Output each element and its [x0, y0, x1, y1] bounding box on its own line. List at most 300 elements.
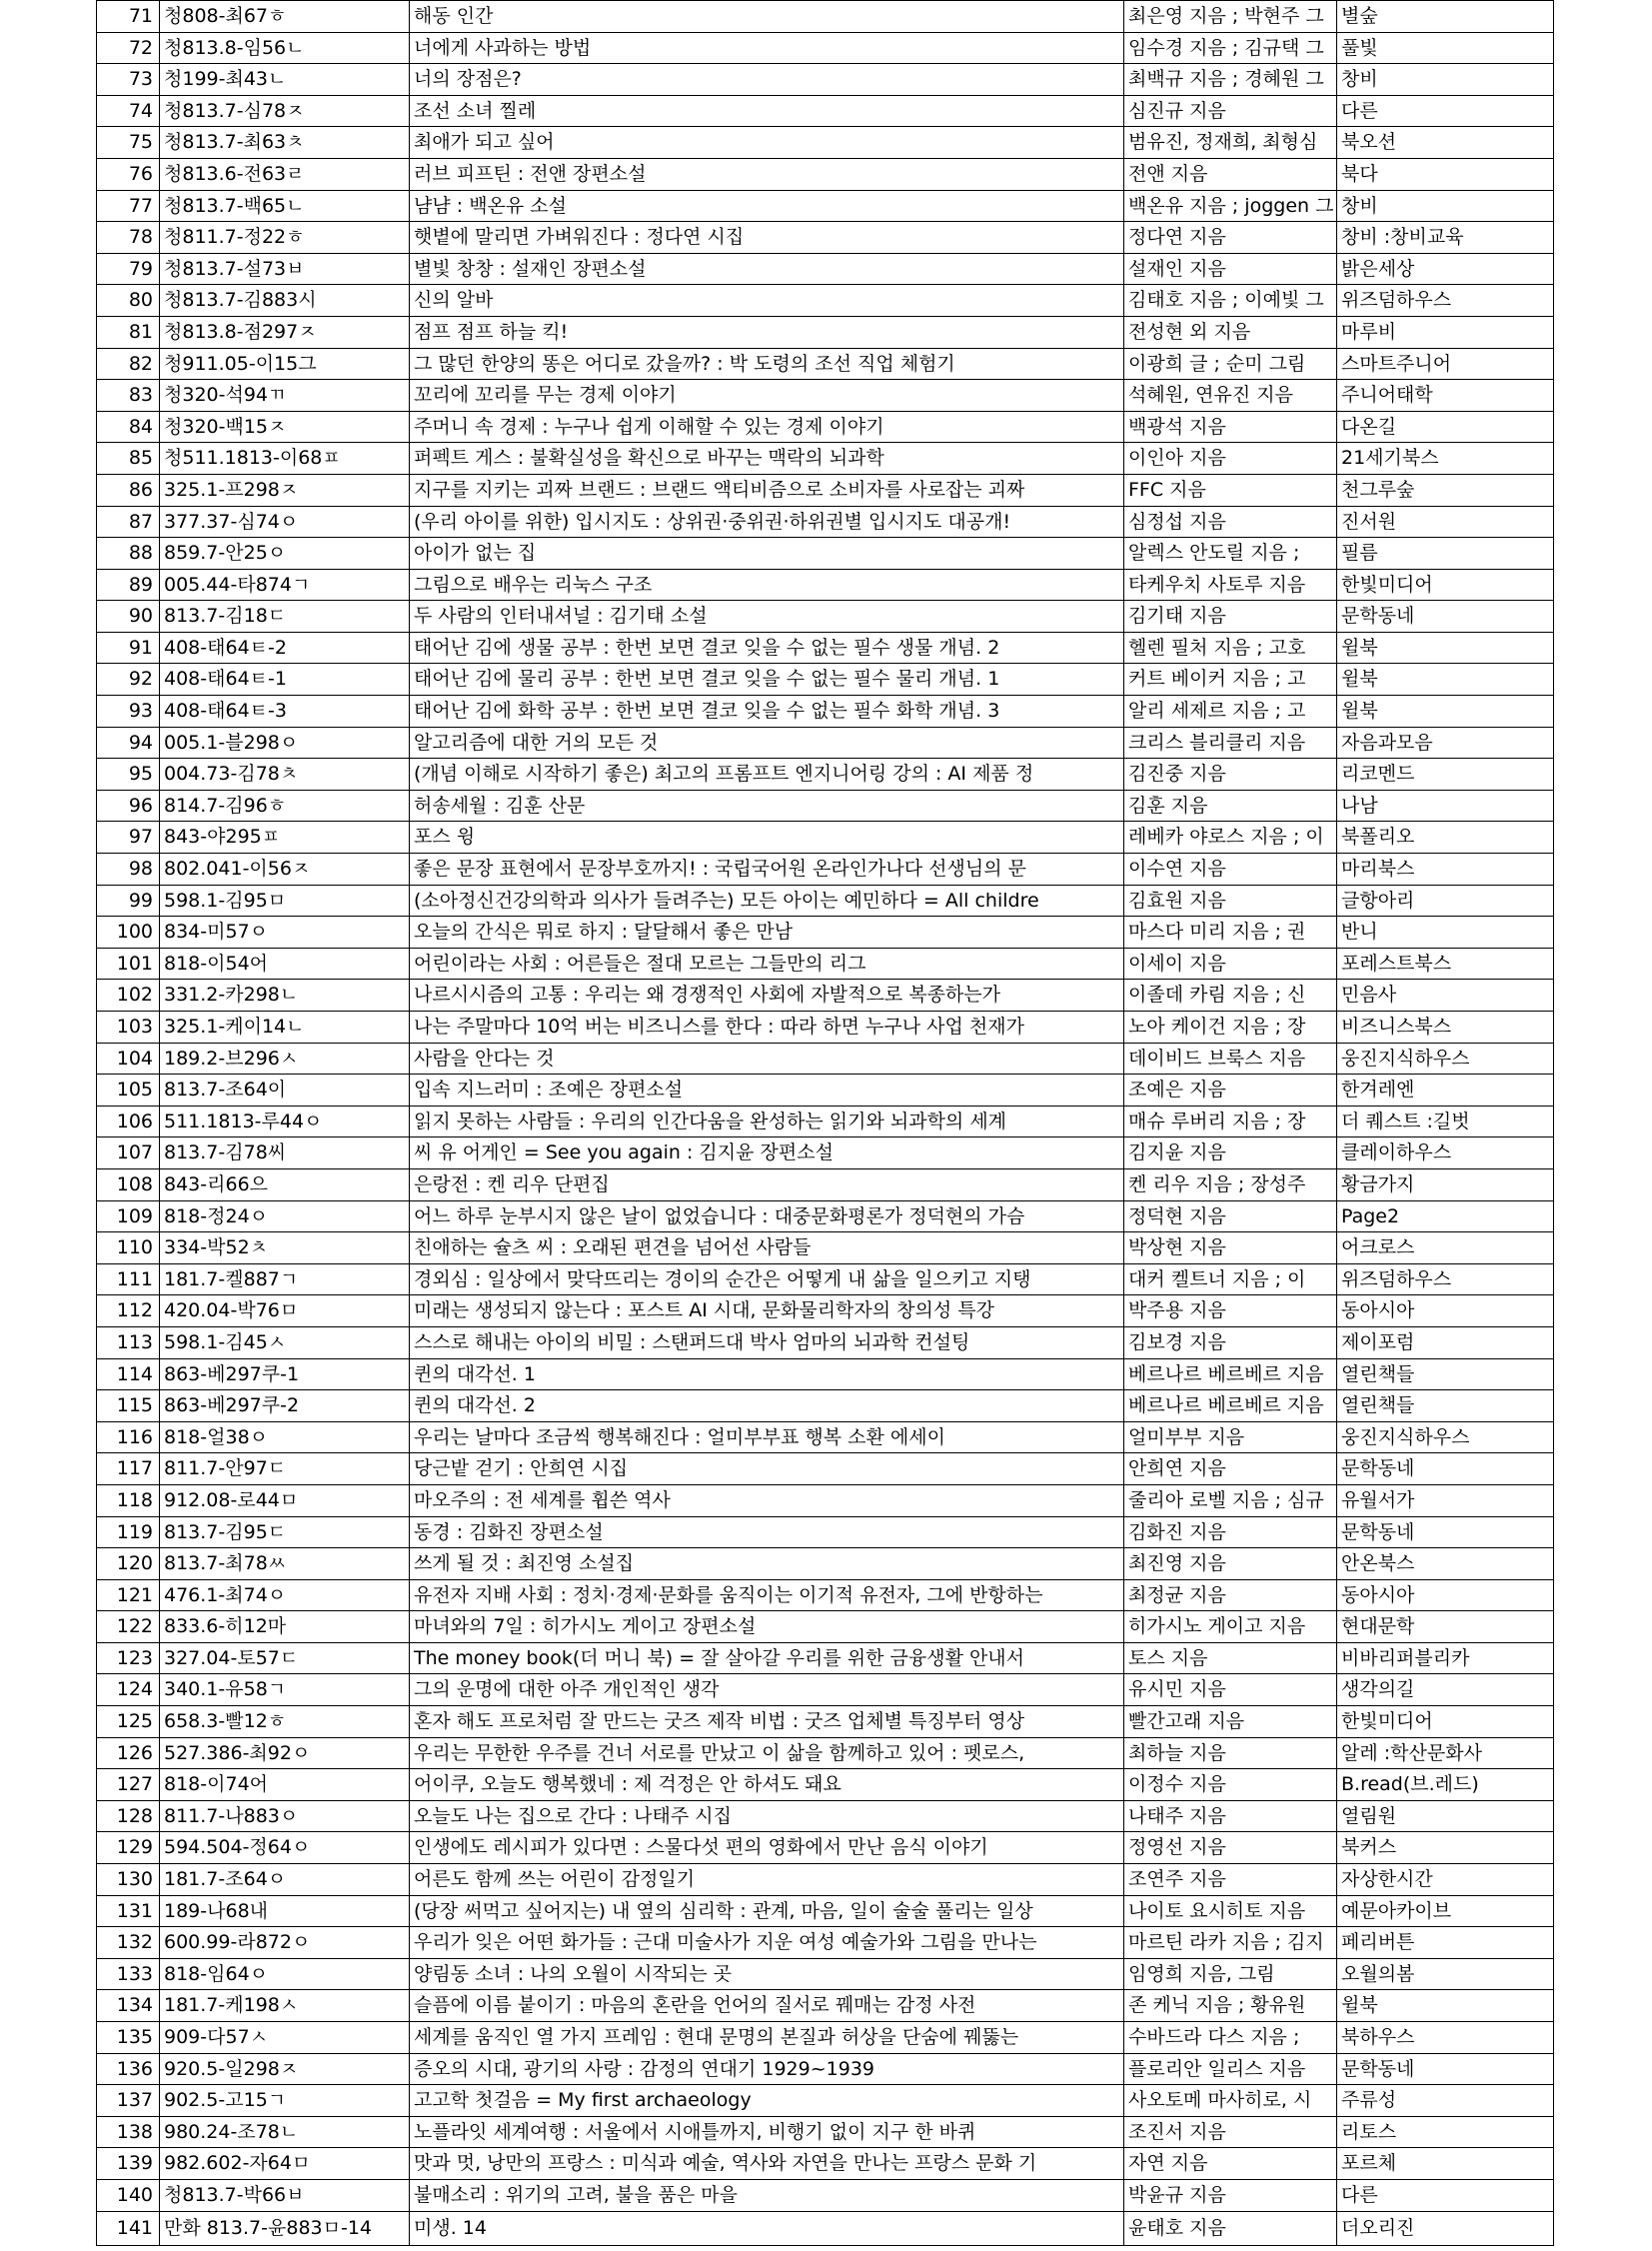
call-number-cell: 811.7-안97ㄷ [160, 1453, 410, 1485]
author-cell: 나태주 지음 [1124, 1800, 1337, 1832]
author-cell: 줄리아 로벨 지음 ; 심규 [1124, 1484, 1337, 1516]
row-number-cell: 84 [97, 411, 160, 443]
call-number-cell: 811.7-나883ㅇ [160, 1800, 410, 1832]
author-cell: 수바드라 다스 지음 ; [1124, 2022, 1337, 2054]
row-number-cell: 140 [97, 2179, 160, 2211]
table-row [97, 822, 1554, 854]
book-title-cell: 세계를 움직인 열 가지 프레임 : 현대 문명의 본질과 허상을 단숨에 꿰뚫는 [410, 2022, 1124, 2054]
book-title-cell: 주머니 속 경제 : 누구나 쉽게 이해할 수 있는 경제 이야기 [410, 411, 1124, 443]
row-number-cell: 128 [97, 1800, 160, 1832]
author-cell: 존 케닉 지음 ; 황유원 [1124, 1990, 1337, 2022]
table-row [97, 1106, 1554, 1137]
table-row [97, 1737, 1554, 1769]
book-title-cell: 미생. 14 [410, 2211, 1124, 2245]
author-cell: 박주용 지음 [1124, 1295, 1337, 1327]
call-number-cell: 327.04-토57ㄷ [160, 1642, 410, 1674]
publisher-cell: 동아시아 [1337, 1579, 1554, 1611]
row-number-cell: 95 [97, 759, 160, 791]
book-title-cell: 양림동 소녀 : 나의 오월이 시작되는 곳 [410, 1958, 1124, 1990]
book-title-cell: 경외심 : 일상에서 맞닥뜨리는 경이의 순간은 어떻게 내 삶을 일으키고 지탱 [410, 1263, 1124, 1295]
book-title-cell: (개념 이해로 시작하기 좋은) 최고의 프롬프트 엔지니어링 강의 : AI 제품 정 [410, 759, 1124, 791]
call-number-cell: 청813.7-김883시 [160, 285, 410, 317]
call-number-cell: 818-정24ㅇ [160, 1200, 410, 1232]
publisher-cell: 윌북 [1337, 632, 1554, 664]
call-number-cell: 818-이54어 [160, 948, 410, 980]
table-row [97, 316, 1554, 348]
call-number-cell: 189.2-브296ㅅ [160, 1043, 410, 1075]
call-number-cell: 청813.8-점297ㅈ [160, 316, 410, 348]
row-number-cell: 133 [97, 1958, 160, 1990]
author-cell: 데이비드 브룩스 지음 [1124, 1043, 1337, 1075]
row-number-cell: 91 [97, 632, 160, 664]
publisher-cell: 오월의봄 [1337, 1958, 1554, 1990]
publisher-cell: 21세기북스 [1337, 443, 1554, 475]
publisher-cell: 한겨레엔 [1337, 1075, 1554, 1107]
author-cell: 마르틴 라카 지음 ; 김지 [1124, 1927, 1337, 1959]
row-number-cell: 87 [97, 506, 160, 538]
row-number-cell: 114 [97, 1358, 160, 1390]
table-row [97, 569, 1554, 601]
book-title-cell: 퀸의 대각선. 1 [410, 1358, 1124, 1390]
book-title-cell: 포스 윙 [410, 822, 1124, 854]
table-row [97, 1769, 1554, 1801]
table-row [97, 1232, 1554, 1264]
row-number-cell: 115 [97, 1390, 160, 1422]
call-number-cell: 476.1-최74ㅇ [160, 1579, 410, 1611]
book-title-cell: 오늘도 나는 집으로 간다 : 나태주 시집 [410, 1800, 1124, 1832]
book-title-cell: 어른도 함께 쓰는 어린이 감정일기 [410, 1864, 1124, 1896]
publisher-cell: 창비 [1337, 190, 1554, 222]
row-number-cell: 71 [97, 1, 160, 33]
table-row [97, 95, 1554, 127]
book-title-cell: 알고리즘에 대한 거의 모든 것 [410, 727, 1124, 759]
row-number-cell: 124 [97, 1674, 160, 1706]
call-number-cell: 814.7-김96ㅎ [160, 790, 410, 822]
author-cell: 김태호 지음 ; 이예빛 그 [1124, 285, 1337, 317]
publisher-cell: 북폴리오 [1337, 822, 1554, 854]
author-cell: 크리스 블리클리 지음 [1124, 727, 1337, 759]
author-cell: 조예은 지음 [1124, 1075, 1337, 1107]
table-row [97, 885, 1554, 917]
table-row [97, 222, 1554, 254]
row-number-cell: 116 [97, 1421, 160, 1453]
author-cell: 전성현 외 지음 [1124, 316, 1337, 348]
book-title-cell: 어느 하루 눈부시지 않은 날이 없었습니다 : 대중문화평론가 정덕현의 가슴 [410, 1200, 1124, 1232]
call-number-cell: 408-태64ㅌ-2 [160, 632, 410, 664]
table-row [97, 2148, 1554, 2180]
call-number-cell: 만화 813.7-윤883ㅁ-14 [160, 2211, 410, 2245]
table-row [97, 1927, 1554, 1959]
row-number-cell: 132 [97, 1927, 160, 1959]
author-cell: 빨간고래 지음 [1124, 1706, 1337, 1738]
book-title-cell: 나르시시즘의 고통 : 우리는 왜 경쟁적인 사회에 자발적으로 복종하는가 [410, 980, 1124, 1012]
book-title-cell: 사람을 안다는 것 [410, 1043, 1124, 1075]
book-title-cell: 어린이라는 사회 : 어른들은 절대 모르는 그들만의 리그 [410, 948, 1124, 980]
publisher-cell: 클레이하우스 [1337, 1137, 1554, 1169]
book-title-cell: 최애가 되고 싶어 [410, 127, 1124, 159]
author-cell: 커트 베이커 지음 ; 고 [1124, 664, 1337, 696]
author-cell: 유시민 지음 [1124, 1674, 1337, 1706]
book-title-cell: 그의 운명에 대한 아주 개인적인 생각 [410, 1674, 1124, 1706]
publisher-cell: 위즈덤하우스 [1337, 1263, 1554, 1295]
publisher-cell: 창비 :창비교육 [1337, 222, 1554, 254]
call-number-cell: 813.7-최78ㅆ [160, 1548, 410, 1580]
table-row [97, 1453, 1554, 1485]
row-number-cell: 130 [97, 1864, 160, 1896]
table-row [97, 1642, 1554, 1674]
call-number-cell: 325.1-프298ㅈ [160, 474, 410, 506]
row-number-cell: 113 [97, 1326, 160, 1358]
table-row [97, 1800, 1554, 1832]
row-number-cell: 81 [97, 316, 160, 348]
publisher-cell: 열린책들 [1337, 1390, 1554, 1422]
table-row [97, 1706, 1554, 1738]
row-number-cell: 139 [97, 2148, 160, 2180]
publisher-cell: 예문아카이브 [1337, 1895, 1554, 1927]
author-cell: 설재인 지음 [1124, 253, 1337, 285]
row-number-cell: 78 [97, 222, 160, 254]
table-row [97, 664, 1554, 696]
publisher-cell: 별숲 [1337, 1, 1554, 33]
table-row [97, 64, 1554, 96]
row-number-cell: 138 [97, 2116, 160, 2148]
table-row [97, 790, 1554, 822]
author-cell: 플로리안 일리스 지음 [1124, 2053, 1337, 2085]
book-title-cell: 해동 인간 [410, 1, 1124, 33]
author-cell: 이졸데 카림 지음 ; 신 [1124, 980, 1337, 1012]
table-row [97, 1958, 1554, 1990]
author-cell: 최은영 지음 ; 박현주 그 [1124, 1, 1337, 33]
publisher-cell: 리코멘드 [1337, 759, 1554, 791]
book-title-cell: 햇볕에 말리면 가벼워진다 : 정다연 시집 [410, 222, 1124, 254]
author-cell: 김훈 지음 [1124, 790, 1337, 822]
table-row [97, 1864, 1554, 1896]
publisher-cell: 창비 [1337, 64, 1554, 96]
author-cell: 백온유 지음 ; joggen 그 [1124, 190, 1337, 222]
author-cell: 매슈 루버리 지음 ; 장 [1124, 1106, 1337, 1137]
author-cell: 정영선 지음 [1124, 1832, 1337, 1864]
row-number-cell: 120 [97, 1548, 160, 1580]
author-cell: 정덕현 지음 [1124, 1200, 1337, 1232]
row-number-cell: 100 [97, 917, 160, 949]
author-cell: 김기태 지음 [1124, 601, 1337, 633]
call-number-cell: 912.08-로44ㅁ [160, 1484, 410, 1516]
table-row [97, 1, 1554, 33]
row-number-cell: 112 [97, 1295, 160, 1327]
publisher-cell: 풀빛 [1337, 32, 1554, 64]
call-number-cell: 331.2-카298ㄴ [160, 980, 410, 1012]
table-row [97, 2179, 1554, 2211]
row-number-cell: 93 [97, 696, 160, 728]
table-row [97, 1579, 1554, 1611]
author-cell: 자연 지음 [1124, 2148, 1337, 2180]
publisher-cell: 다른 [1337, 2179, 1554, 2211]
row-number-cell: 92 [97, 664, 160, 696]
author-cell: 박상현 지음 [1124, 1232, 1337, 1264]
publisher-cell: 비즈니스북스 [1337, 1012, 1554, 1044]
call-number-cell: 511.1813-루44ㅇ [160, 1106, 410, 1137]
call-number-cell: 325.1-케이14ㄴ [160, 1012, 410, 1044]
row-number-cell: 101 [97, 948, 160, 980]
row-number-cell: 72 [97, 32, 160, 64]
publisher-cell: 다른 [1337, 95, 1554, 127]
call-number-cell: 408-태64ㅌ-1 [160, 664, 410, 696]
table-row [97, 727, 1554, 759]
author-cell: 히가시노 게이고 지음 [1124, 1611, 1337, 1643]
call-number-cell: 189-나68내 [160, 1895, 410, 1927]
call-number-cell: 청813.7-심78ㅈ [160, 95, 410, 127]
book-title-cell: (당장 써먹고 싶어지는) 내 옆의 심리학 : 관계, 마음, 일이 술술 풀리는 일상 [410, 1895, 1124, 1927]
call-number-cell: 181.7-켈887ㄱ [160, 1263, 410, 1295]
call-number-cell: 859.7-안25ㅇ [160, 538, 410, 570]
author-cell: 전앤 지음 [1124, 158, 1337, 190]
row-number-cell: 90 [97, 601, 160, 633]
publisher-cell: 윌북 [1337, 1990, 1554, 2022]
row-number-cell: 102 [97, 980, 160, 1012]
book-title-cell: 나는 주말마다 10억 버는 비즈니스를 한다 : 따라 하면 누구나 사업 천재가 [410, 1012, 1124, 1044]
row-number-cell: 85 [97, 443, 160, 475]
row-number-cell: 77 [97, 190, 160, 222]
book-title-cell: 쓰게 될 것 : 최진영 소설집 [410, 1548, 1124, 1580]
table-row [97, 2053, 1554, 2085]
book-title-cell: 그림으로 배우는 리눅스 구조 [410, 569, 1124, 601]
publisher-cell: Page2 [1337, 1200, 1554, 1232]
table-row [97, 1990, 1554, 2022]
publisher-cell: 문학동네 [1337, 601, 1554, 633]
author-cell: 이세이 지음 [1124, 948, 1337, 980]
author-cell: 알렉스 안도릴 지음 ; [1124, 538, 1337, 570]
row-number-cell: 82 [97, 348, 160, 380]
table-row [97, 380, 1554, 412]
table-row [97, 32, 1554, 64]
publisher-cell: 알레 :학산문화사 [1337, 1737, 1554, 1769]
call-number-cell: 843-야295ㅍ [160, 822, 410, 854]
row-number-cell: 96 [97, 790, 160, 822]
publisher-cell: 웅진지식하우스 [1337, 1043, 1554, 1075]
publisher-cell: 주류성 [1337, 2085, 1554, 2117]
call-number-cell: 청813.8-임56ㄴ [160, 32, 410, 64]
publisher-cell: 북커스 [1337, 1832, 1554, 1864]
table-row [97, 2211, 1554, 2245]
author-cell: 윤태호 지음 [1124, 2211, 1337, 2245]
publisher-cell: 포르체 [1337, 2148, 1554, 2180]
book-title-cell: 입속 지느러미 : 조예은 장편소설 [410, 1075, 1124, 1107]
call-number-cell: 833.6-히12마 [160, 1611, 410, 1643]
author-cell: 심정섭 지음 [1124, 506, 1337, 538]
publisher-cell: 마루비 [1337, 316, 1554, 348]
table-row [97, 1674, 1554, 1706]
row-number-cell: 79 [97, 253, 160, 285]
book-title-cell: 맛과 멋, 낭만의 프랑스 : 미식과 예술, 역사와 자연을 만나는 프랑스 문화 기 [410, 2148, 1124, 2180]
row-number-cell: 80 [97, 285, 160, 317]
row-number-cell: 75 [97, 127, 160, 159]
author-cell: 베르나르 베르베르 지음 [1124, 1358, 1337, 1390]
call-number-cell: 청813.7-설73ㅂ [160, 253, 410, 285]
author-cell: 켄 리우 지음 ; 장성주 [1124, 1168, 1337, 1200]
publisher-cell: 마리북스 [1337, 854, 1554, 886]
call-number-cell: 청813.7-박66ㅂ [160, 2179, 410, 2211]
book-title-cell: 별빛 창창 : 설재인 장편소설 [410, 253, 1124, 285]
publisher-cell: 북하우스 [1337, 2022, 1554, 2054]
table-row [97, 1421, 1554, 1453]
row-number-cell: 136 [97, 2053, 160, 2085]
table-row [97, 1200, 1554, 1232]
author-cell: FFC 지음 [1124, 474, 1337, 506]
call-number-cell: 902.5-고15ㄱ [160, 2085, 410, 2117]
call-number-cell: 818-얼38ㅇ [160, 1421, 410, 1453]
table-row [97, 854, 1554, 886]
book-title-cell: 마오주의 : 전 세계를 휩쓴 역사 [410, 1484, 1124, 1516]
row-number-cell: 107 [97, 1137, 160, 1169]
book-title-cell: 혼자 해도 프로처럼 잘 만드는 굿즈 제작 비법 : 굿즈 업체별 특징부터 영상 [410, 1706, 1124, 1738]
author-cell: 이정수 지음 [1124, 1769, 1337, 1801]
row-number-cell: 135 [97, 2022, 160, 2054]
row-number-cell: 97 [97, 822, 160, 854]
row-number-cell: 108 [97, 1168, 160, 1200]
table-row [97, 1043, 1554, 1075]
book-title-cell: 너에게 사과하는 방법 [410, 32, 1124, 64]
author-cell: 석혜원, 연유진 지음 [1124, 380, 1337, 412]
author-cell: 임수경 지음 ; 김규택 그 [1124, 32, 1337, 64]
call-number-cell: 813.7-조64이 [160, 1075, 410, 1107]
publisher-cell: 글항아리 [1337, 885, 1554, 917]
table-row [97, 1295, 1554, 1327]
author-cell: 범유진, 정재희, 최형심 [1124, 127, 1337, 159]
publisher-cell: 한빛미디어 [1337, 569, 1554, 601]
book-title-cell: 미래는 생성되지 않는다 : 포스트 AI 시대, 문화물리학자의 창의성 특강 [410, 1295, 1124, 1327]
publisher-cell: 다온길 [1337, 411, 1554, 443]
author-cell: 이인아 지음 [1124, 443, 1337, 475]
row-number-cell: 111 [97, 1263, 160, 1295]
author-cell: 토스 지음 [1124, 1642, 1337, 1674]
author-cell: 김화진 지음 [1124, 1516, 1337, 1548]
author-cell: 김효원 지음 [1124, 885, 1337, 917]
row-number-cell: 74 [97, 95, 160, 127]
table-row [97, 1263, 1554, 1295]
publisher-cell: 리토스 [1337, 2116, 1554, 2148]
table-row [97, 1484, 1554, 1516]
author-cell: 사오토메 마사히로, 시 [1124, 2085, 1337, 2117]
table-row [97, 948, 1554, 980]
row-number-cell: 88 [97, 538, 160, 570]
call-number-cell: 980.24-조78ㄴ [160, 2116, 410, 2148]
publisher-cell: 윌북 [1337, 696, 1554, 728]
call-number-cell: 005.44-타874ㄱ [160, 569, 410, 601]
publisher-cell: 윌북 [1337, 664, 1554, 696]
author-cell: 얼미부부 지음 [1124, 1421, 1337, 1453]
book-title-cell: 읽지 못하는 사람들 : 우리의 인간다움을 완성하는 읽기와 뇌과학의 세계 [410, 1106, 1124, 1137]
author-cell: 백광석 지음 [1124, 411, 1337, 443]
call-number-cell: 658.3-빨12ㅎ [160, 1706, 410, 1738]
table-row [97, 1390, 1554, 1422]
row-number-cell: 123 [97, 1642, 160, 1674]
row-number-cell: 131 [97, 1895, 160, 1927]
row-number-cell: 73 [97, 64, 160, 96]
author-cell: 최진영 지음 [1124, 1548, 1337, 1580]
call-number-cell: 청911.05-이15그 [160, 348, 410, 380]
book-title-cell: 퍼펙트 게스 : 불확실성을 확신으로 바꾸는 맥락의 뇌과학 [410, 443, 1124, 475]
call-number-cell: 청813.7-최63ㅊ [160, 127, 410, 159]
publisher-cell: 더오리진 [1337, 2211, 1554, 2245]
row-number-cell: 137 [97, 2085, 160, 2117]
publisher-cell: 자음과모음 [1337, 727, 1554, 759]
author-cell: 조연주 지음 [1124, 1864, 1337, 1896]
publisher-cell: 필름 [1337, 538, 1554, 570]
publisher-cell: B.read(브.레드) [1337, 1769, 1554, 1801]
table-row [97, 980, 1554, 1012]
call-number-cell: 594.504-정64ㅇ [160, 1832, 410, 1864]
row-number-cell: 118 [97, 1484, 160, 1516]
author-cell: 대커 켈트너 지음 ; 이 [1124, 1263, 1337, 1295]
book-title-cell: 어이쿠, 오늘도 행복했네 : 제 걱정은 안 하셔도 돼요 [410, 1769, 1124, 1801]
book-title-cell: 슬픔에 이름 붙이기 : 마음의 혼란을 언어의 질서로 꿰매는 감정 사전 [410, 1990, 1124, 2022]
author-cell: 김지윤 지음 [1124, 1137, 1337, 1169]
row-number-cell: 83 [97, 380, 160, 412]
book-title-cell: 태어난 김에 생물 공부 : 한번 보면 결코 잊을 수 없는 필수 생물 개념. 2 [410, 632, 1124, 664]
row-number-cell: 104 [97, 1043, 160, 1075]
row-number-cell: 117 [97, 1453, 160, 1485]
call-number-cell: 813.7-김78씨 [160, 1137, 410, 1169]
book-title-cell: (소아정신건강의학과 의사가 들려주는) 모든 아이는 예민하다 = All childre [410, 885, 1124, 917]
author-cell: 헬렌 필처 지음 ; 고호 [1124, 632, 1337, 664]
table-row [97, 2022, 1554, 2054]
book-title-cell: 오늘의 간식은 뭐로 하지 : 달달해서 좋은 만남 [410, 917, 1124, 949]
call-number-cell: 청813.7-백65ㄴ [160, 190, 410, 222]
book-title-cell: 당근밭 걷기 : 안희연 시집 [410, 1453, 1124, 1485]
book-title-cell: 동경 : 김화진 장편소설 [410, 1516, 1124, 1548]
book-title-cell: 꼬리에 꼬리를 무는 경제 이야기 [410, 380, 1124, 412]
author-cell: 안희연 지음 [1124, 1453, 1337, 1485]
table-row [97, 474, 1554, 506]
call-number-cell: 청199-최43ㄴ [160, 64, 410, 96]
book-title-cell: 우리는 날마다 조금씩 행복해진다 : 얼미부부표 행복 소환 에세이 [410, 1421, 1124, 1453]
row-number-cell: 103 [97, 1012, 160, 1044]
book-title-cell: 냠냠 : 백온유 소설 [410, 190, 1124, 222]
author-cell: 마스다 미리 지음 ; 권 [1124, 917, 1337, 949]
call-number-cell: 420.04-박76ㅁ [160, 1295, 410, 1327]
publisher-cell: 반니 [1337, 917, 1554, 949]
book-list-table [96, 0, 1554, 2246]
row-number-cell: 127 [97, 1769, 160, 1801]
call-number-cell: 청811.7-정22ㅎ [160, 222, 410, 254]
table-row [97, 917, 1554, 949]
publisher-cell: 웅진지식하우스 [1337, 1421, 1554, 1453]
publisher-cell: 유월서가 [1337, 1484, 1554, 1516]
book-title-cell: 노플라잇 세계여행 : 서울에서 시애틀까지, 비행기 없이 지구 한 바퀴 [410, 2116, 1124, 2148]
table-row [97, 190, 1554, 222]
row-number-cell: 125 [97, 1706, 160, 1738]
publisher-cell: 어크로스 [1337, 1232, 1554, 1264]
call-number-cell: 334-박52ㅊ [160, 1232, 410, 1264]
table-row [97, 1516, 1554, 1548]
table-row [97, 348, 1554, 380]
book-title-cell: 태어난 김에 물리 공부 : 한번 보면 결코 잊을 수 없는 필수 물리 개념. 1 [410, 664, 1124, 696]
book-title-cell: 아이가 없는 집 [410, 538, 1124, 570]
author-cell: 김진중 지음 [1124, 759, 1337, 791]
table-row [97, 759, 1554, 791]
publisher-cell: 자상한시간 [1337, 1864, 1554, 1896]
call-number-cell: 340.1-유58ㄱ [160, 1674, 410, 1706]
call-number-cell: 408-태64ㅌ-3 [160, 696, 410, 728]
publisher-cell: 열린책들 [1337, 1358, 1554, 1390]
table-row [97, 1548, 1554, 1580]
book-title-cell: 유전자 지배 사회 : 정치·경제·문화를 움직이는 이기적 유전자, 그에 반항하는 [410, 1579, 1124, 1611]
book-title-cell: 점프 점프 하늘 킥! [410, 316, 1124, 348]
table-row [97, 1075, 1554, 1107]
table-row [97, 158, 1554, 190]
call-number-cell: 청808-최67ㅎ [160, 1, 410, 33]
row-number-cell: 110 [97, 1232, 160, 1264]
